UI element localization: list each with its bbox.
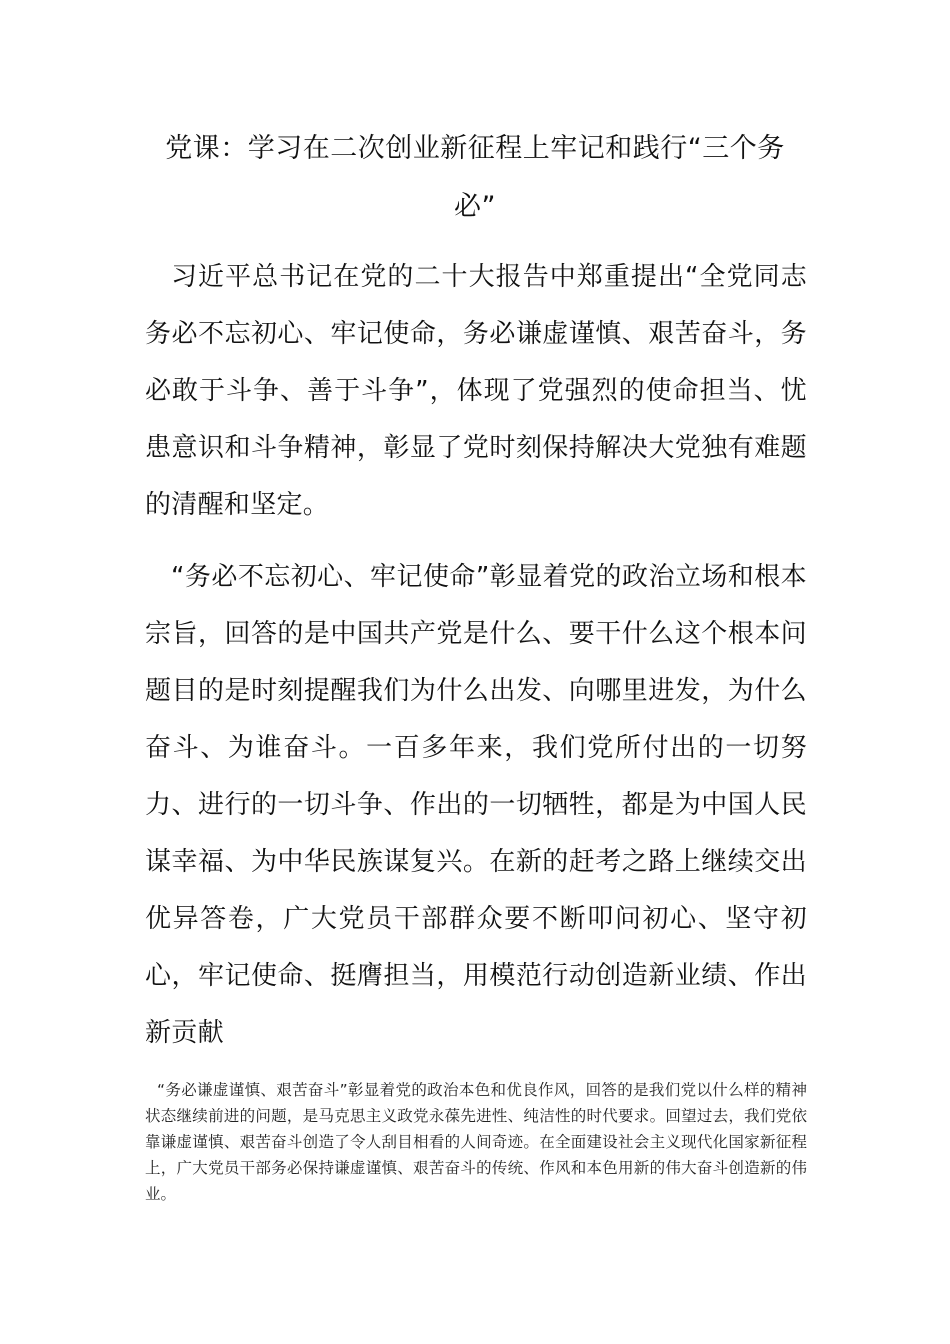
- body-paragraph-2: “务必不忘初心、牢记使命”彰显着党的政治立场和根本宗旨，回答的是中国共产党是什么、要干什么这个根本问题目的是时刻提醒我们为什么出发、向哪里进发，为什么奋斗、为谁奋斗。一百多年来，我们党所付出的一切努力、进行的一切斗争、作出的一切牺牲，都是为中国人民谋幸福、为中华民族谋复兴。在新的赶考之路上继续交出优异答卷，广大党员干部群众要不断叩问初心、坚守初心，牢记使命、挺膺担当，用模范行动创造新业绩、作出新贡献: [145, 562, 807, 1048]
- footnote-paragraph: “务必谦虚谨慎、艰苦奋斗”彰显着党的政治本色和优良作风，回答的是我们党以什么样的精神状态继续前进的问题，是马克思主义政党永葆先进性、纯洁性的时代要求。回望过去，我们党依靠谦虚谨慎、艰苦奋斗创造了令人刮目相看的人间奇迹。在全面建设社会主义现代化国家新征程上，广大党员干部务必保持谦虚谨慎、艰苦奋斗的传统、作风和本色用新的伟大奋斗创造新的伟业。: [145, 1081, 807, 1203]
- body-paragraph-1: 习近平总书记在党的二十大报告中郑重提出“全党同志务必不忘初心、牢记使命，务必谦虚谨慎、艰苦奋斗，务必敢于斗争、善于斗争”，体现了党强烈的使命担当、忧患意识和斗争精神，彰显了党时刻保持解决大党独有难题的清醒和坚定。: [145, 262, 807, 520]
- document-title: 党课：学习在二次创业新征程上牢记和践行“三个务必”: [165, 133, 785, 222]
